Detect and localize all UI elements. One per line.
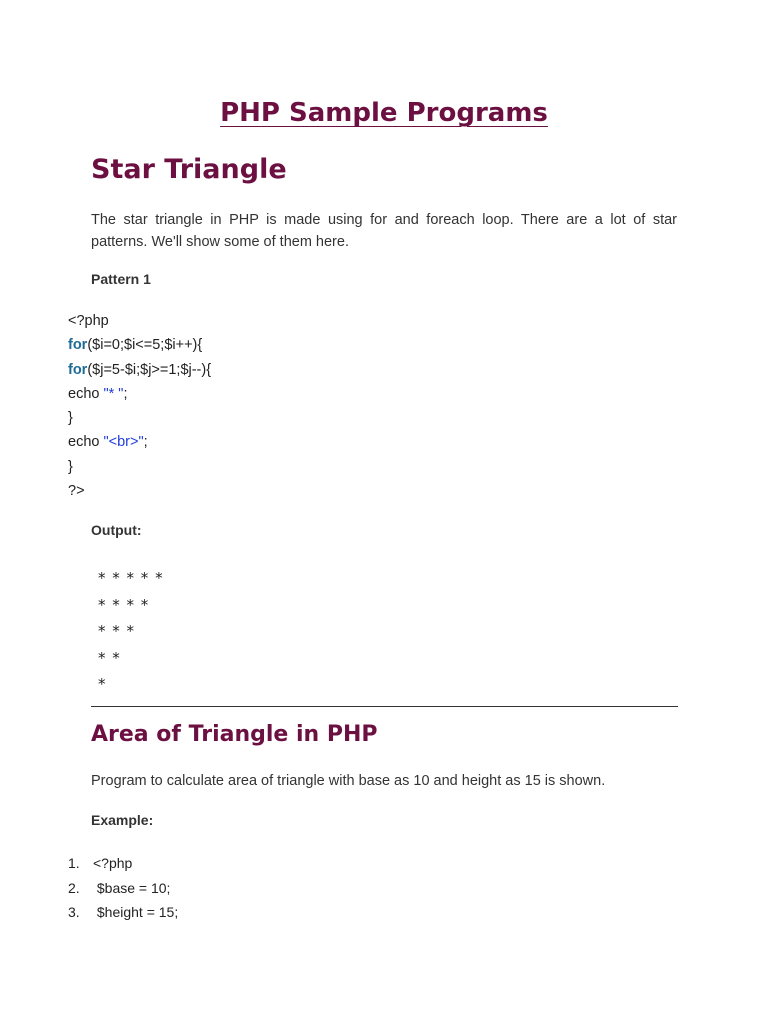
line-number: 3. xyxy=(68,904,80,920)
list-item xyxy=(68,851,178,876)
example-code-list xyxy=(68,851,178,925)
code-text: echo xyxy=(68,385,104,402)
section-divider xyxy=(91,706,678,707)
code-line xyxy=(68,333,211,357)
code-text: <?php xyxy=(93,855,133,871)
code-string: "<br>" xyxy=(103,434,144,451)
code-text: ($i=0;$i<=5;$i++){ xyxy=(87,337,203,354)
code-text: ; xyxy=(123,385,128,402)
list-item xyxy=(68,876,178,901)
output-line: * * xyxy=(98,648,121,667)
pattern-label: Pattern 1 xyxy=(91,271,151,287)
code-line xyxy=(68,430,211,454)
code-text: ; xyxy=(143,434,148,451)
page-title: PHP Sample Programs xyxy=(220,98,548,128)
code-string: "* " xyxy=(103,385,124,402)
code-keyword: for xyxy=(68,337,88,354)
output-line: * xyxy=(98,675,107,693)
code-text: $height = 15; xyxy=(93,904,179,920)
code-line: <?php xyxy=(68,313,109,329)
area-triangle-heading: Area of Triangle in PHP xyxy=(91,722,378,747)
code-line xyxy=(68,358,211,382)
star-output xyxy=(98,565,164,698)
example-label: Example: xyxy=(91,812,154,828)
code-line xyxy=(68,382,211,406)
code-line: ?> xyxy=(68,483,85,500)
output-label: Output: xyxy=(91,522,142,538)
line-number: 2. xyxy=(68,879,80,896)
code-text: ($j=5-$i;$j>=1;$j--){ xyxy=(87,361,212,378)
line-number: 1. xyxy=(68,855,80,871)
list-item xyxy=(68,900,178,925)
code-text: echo xyxy=(68,434,104,451)
output-line: * * * xyxy=(98,622,136,640)
area-triangle-intro: Program to calculate area of triangle with base as 10 and height as 15 is shown. xyxy=(91,773,606,789)
star-triangle-intro: The star triangle in PHP is made using for and foreach loop. There are a lot of star patterns. We'll show some of them here. xyxy=(91,212,677,250)
code-keyword: for xyxy=(68,361,88,378)
output-line: * * * * * xyxy=(98,569,164,587)
code-line: } xyxy=(68,410,73,427)
code-text: $base = 10; xyxy=(93,879,171,896)
star-triangle-heading: Star Triangle xyxy=(91,154,287,185)
output-line: * * * * xyxy=(98,595,150,614)
code-line: } xyxy=(68,458,73,475)
php-code-block xyxy=(68,309,211,503)
